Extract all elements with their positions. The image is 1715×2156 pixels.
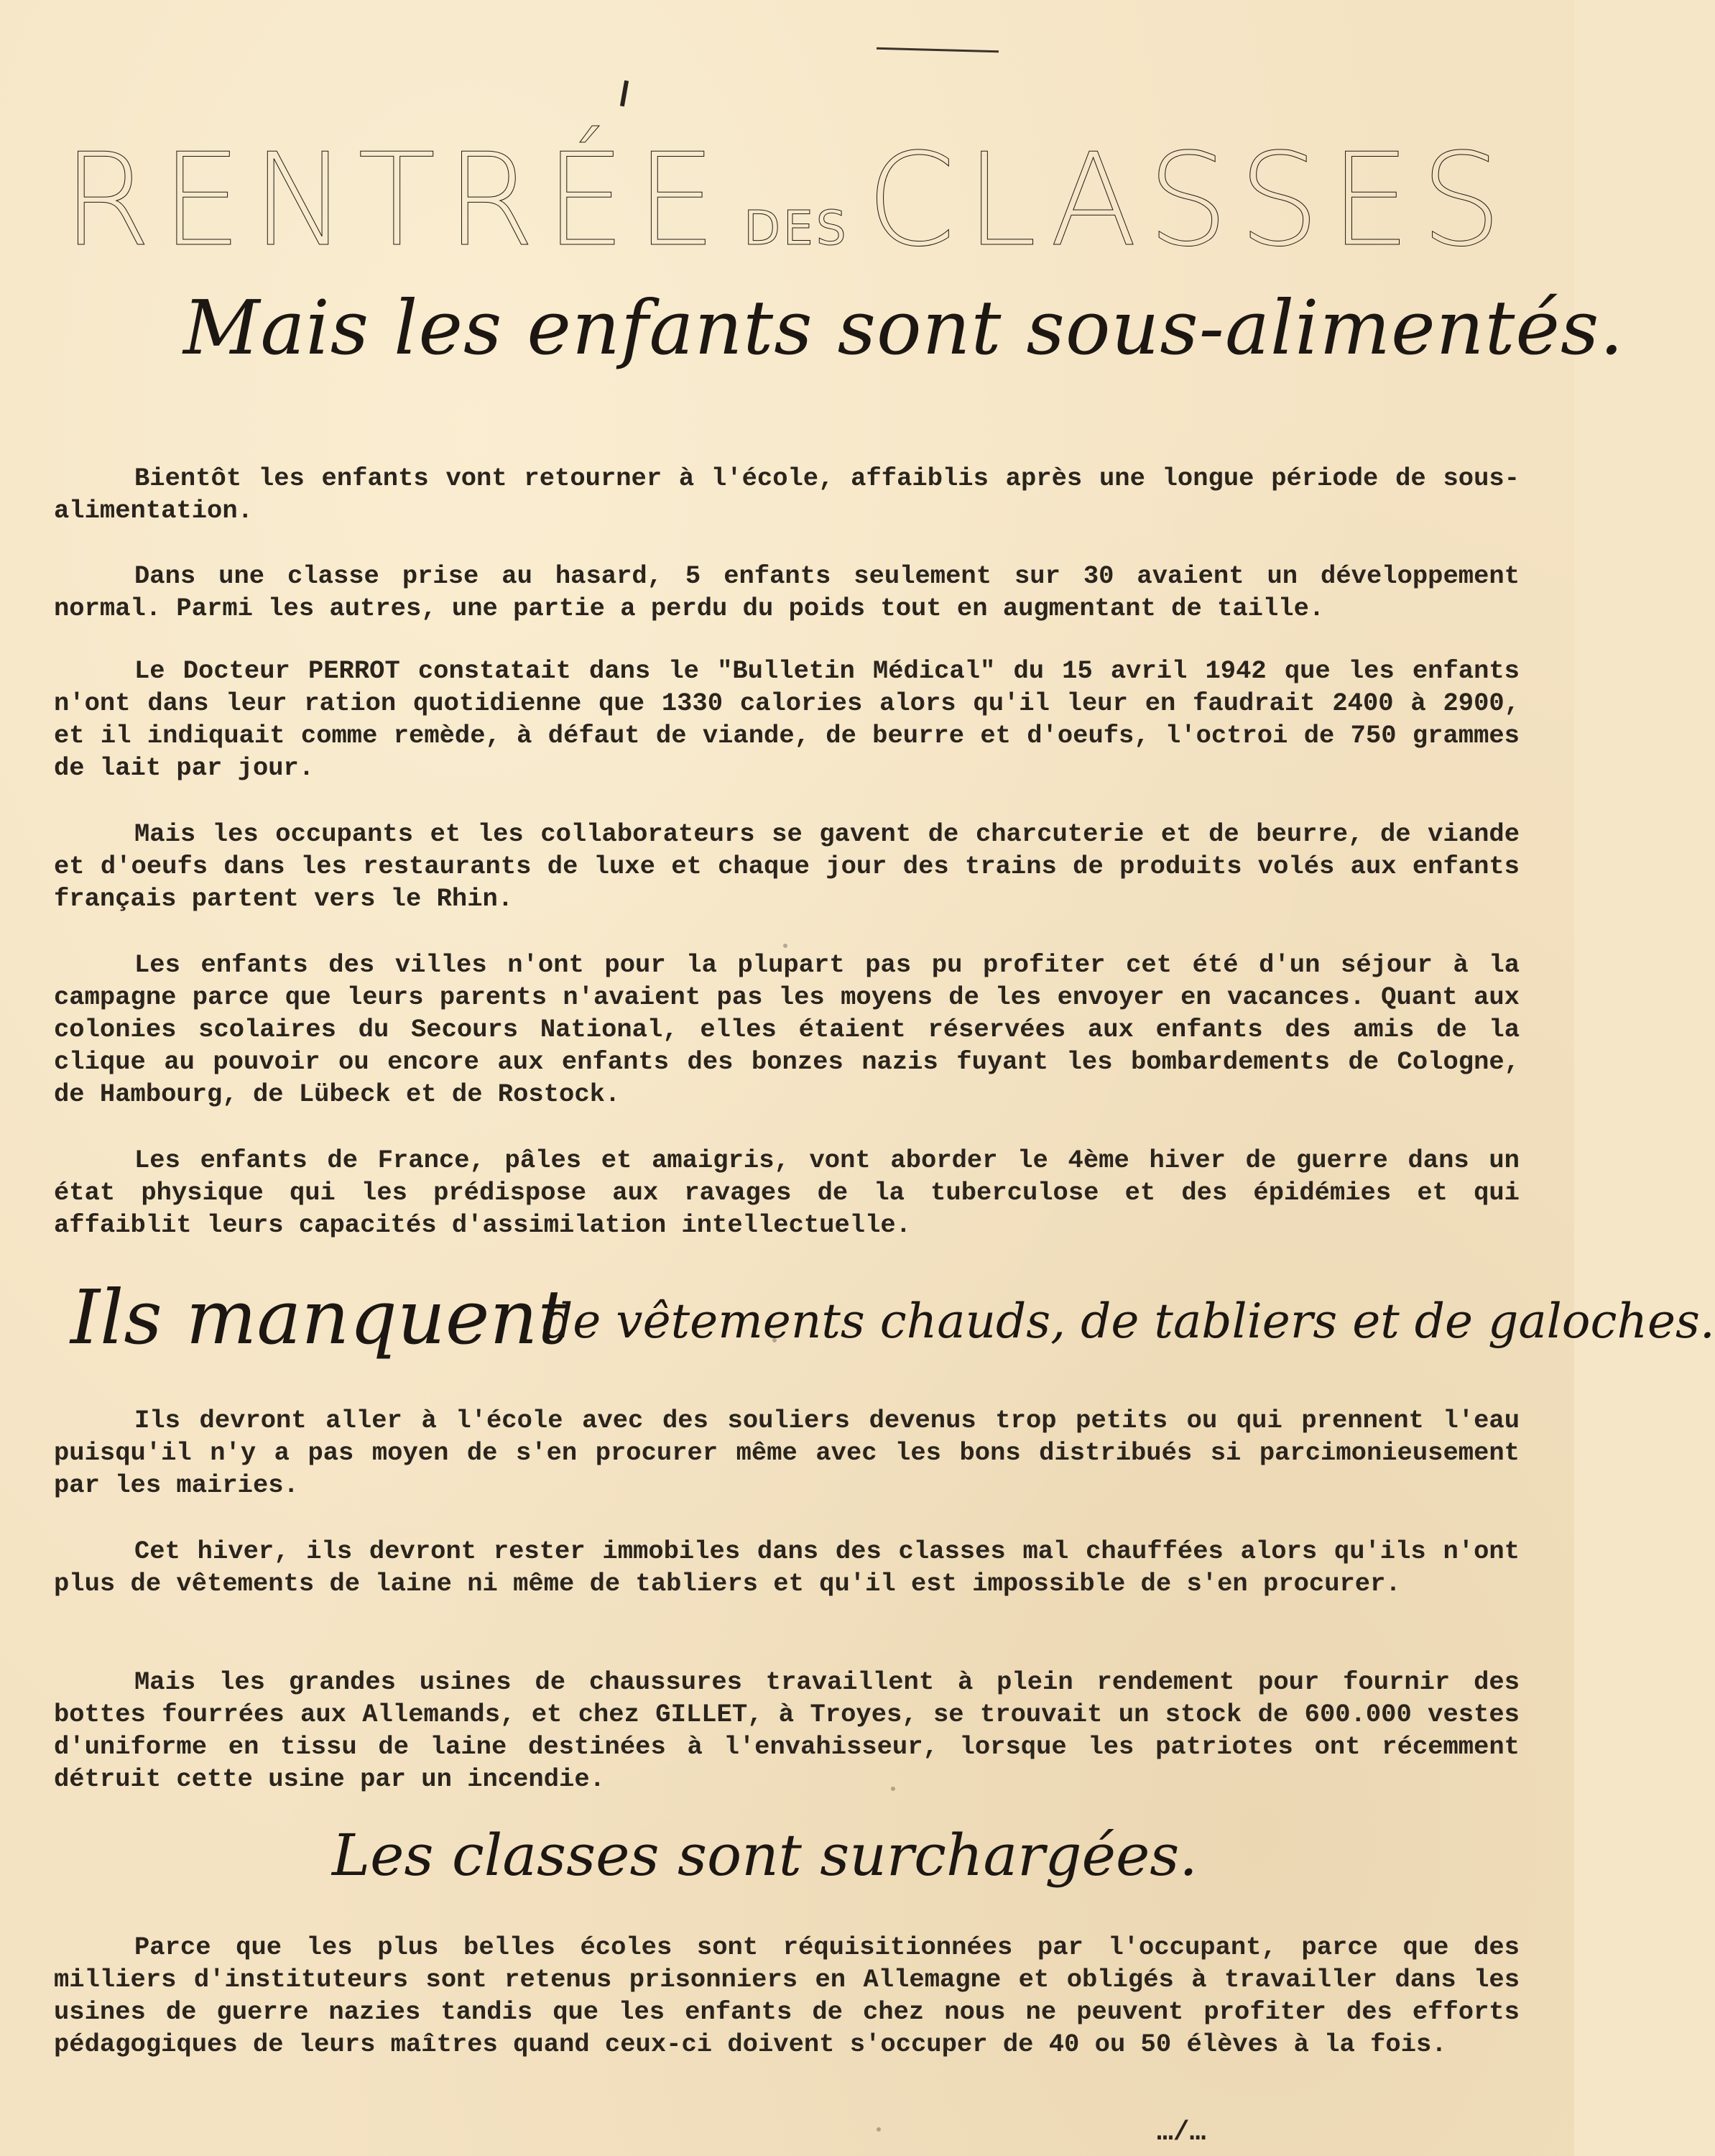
page-title <box>0 126 1574 275</box>
title-word-des: DES <box>744 201 849 256</box>
pen-tick-mark <box>620 80 629 106</box>
ink-speck <box>772 1338 777 1342</box>
paragraph <box>54 949 1520 1110</box>
paragraph-text: Cet hiver, ils devront rester immobiles dans des classes mal chauffées alors qu'ils n'ont plus de vêtements de laine ni même de tabliers et qu'il est impossible de s'en procurer. <box>54 1537 1520 1598</box>
paragraph-text: Le Docteur PERROT constatait dans le "Bulletin Médical" du 15 avril 1942 que les enfants n'ont dans leur ration quotidienne que 1330 calories alors qu'il leur en faudrait 2400 à 2900, et il indiquait comme remède, à défaut de viande, de beurre et d'oeufs, l'octroi de 750 grammes de lait par jour. <box>54 656 1520 783</box>
paragraph-text: Les enfants de France, pâles et amaigris, vont aborder le 4ème hiver de guerre dans un état physique qui les prédispose aux ravages de la tuberculose et des épidémies et qui affaiblit leurs capacités d'assimilation intellectuelle. <box>54 1146 1520 1240</box>
paragraph <box>54 462 1520 527</box>
section-heading-ils-manquent: Ils manquent <box>70 1273 568 1361</box>
section-heading-vetements: de vêtements chauds, de tabliers et de galoches. <box>542 1294 1715 1349</box>
paragraph-text: Bientôt les enfants vont retourner à l'école, affaiblis après une longue période de sous-alimentation. <box>54 464 1520 525</box>
paragraph <box>54 818 1520 915</box>
paragraph-text: Mais les grandes usines de chaussures travaillent à plein rendement pour fournir des bottes fourrées aux Allemands, et chez GILLET, à Troyes, se trouvait un stock de 600.000 vestes d'uniforme en tissu de laine destinées à l'envahisseur, lorsque les patriotes ont récemment détruit cette usine par un incendie. <box>54 1667 1520 1794</box>
ink-speck <box>877 2127 881 2132</box>
ink-speck <box>891 1787 895 1791</box>
paragraph-text: Ils devront aller à l'école avec des souliers devenus trop petits ou qui prennent l'eau puisqu'il n'y a pas moyen de s'en procurer même avec les bons distribués si parcimonieusement par les mairies. <box>54 1406 1520 1500</box>
title-word-classes: CLASSES <box>866 126 1512 275</box>
paragraph-text: Parce que les plus belles écoles sont réquisitionnées par l'occupant, parce que des milliers d'instituteurs sont retenus prisonniers en Allemagne et obligés à travailler dans les usines de guerre nazies tandis que les enfants de chez nous ne peuvent profiter des efforts pédagogiques de leurs maîtres quand ceux-ci doivent s'occuper de 40 ou 50 élèves à la fois. <box>54 1932 1520 2059</box>
paragraph <box>54 655 1520 784</box>
paragraph-text: Mais les occupants et les collaborateurs se gavent de charcuterie et de beurre, de viande et d'oeufs dans les restaurants de luxe et chaque jour des trains de produits volés aux enfants français partent vers le Rhin. <box>54 819 1520 913</box>
paragraph-text: Les enfants des villes n'ont pour la plupart pas pu profiter cet été d'un séjour à la campagne parce que leurs parents n'avaient pas les moyens de les envoyer en vacances. Quant aux colonies scolaires du Secours National, elles étaient réservées aux enfants des amis de la clique au pouvoir ou encore aux enfants des bonzes nazis fuyant les bombardements de Cologne, de Hambourg, de Lübeck et de Rostock. <box>54 950 1520 1109</box>
paragraph <box>54 1931 1520 2060</box>
section-heading-classes-surchargees: Les classes sont surchargées. <box>332 1822 1198 1889</box>
paragraph <box>54 1144 1520 1241</box>
continuation-mark: …/… <box>1157 2117 1206 2148</box>
paragraph <box>54 1535 1520 1600</box>
title-word-rentree: RENTRÉE <box>62 126 727 275</box>
paragraph-text: Dans une classe prise au hasard, 5 enfants seulement sur 30 avaient un développement normal. Parmi les autres, une partie a perdu du poids tout en augmentant de taille. <box>54 561 1520 623</box>
subtitle: Mais les enfants sont sous-alimentés. <box>183 284 1624 372</box>
paragraph <box>54 1404 1520 1501</box>
pen-stroke-mark <box>877 47 999 52</box>
ink-speck <box>783 944 787 948</box>
paragraph <box>54 560 1520 625</box>
paragraph <box>54 1666 1520 1795</box>
